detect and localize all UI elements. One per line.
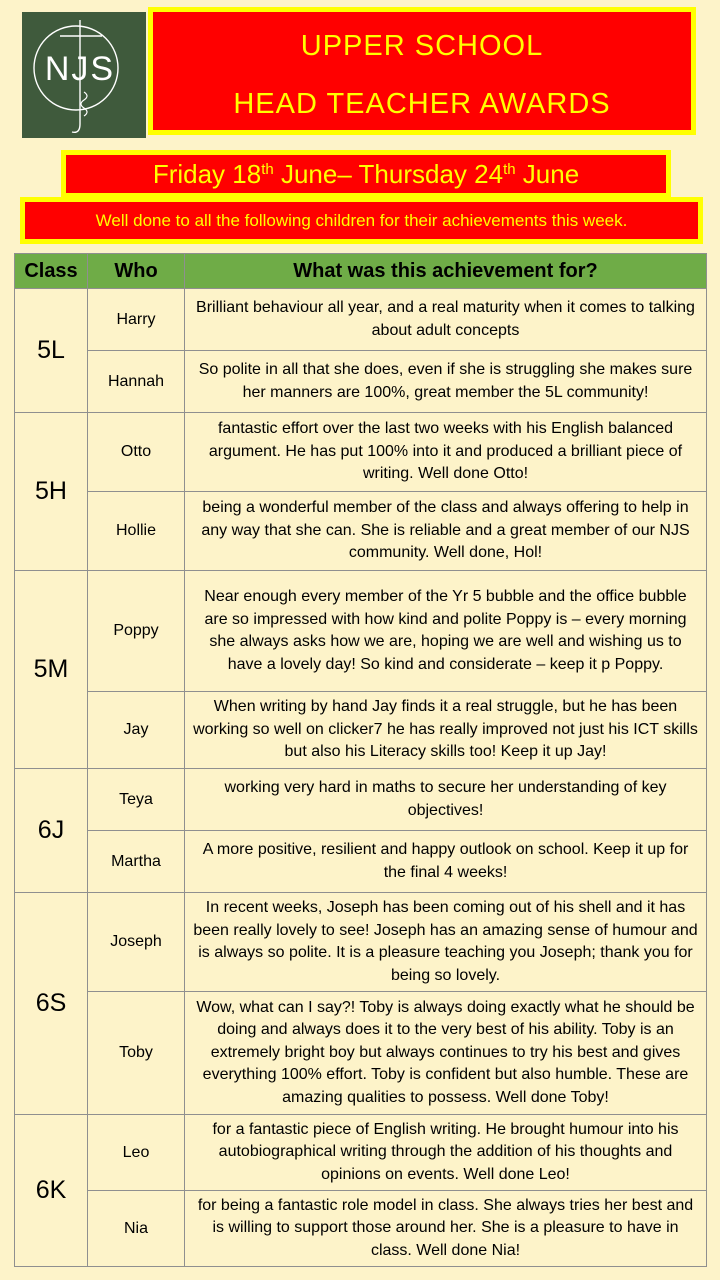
achievement-text: for a fantastic piece of English writing. He brought humour into his autobiographical writing through the addition of his thoughts and opinions on events. Well done Leo!	[185, 1115, 707, 1191]
achievement-text: working very hard in maths to secure her understanding of key objectives!	[185, 769, 707, 831]
pupil-name: Leo	[88, 1115, 185, 1191]
pupil-name: Joseph	[88, 893, 185, 992]
pupil-name: Harry	[88, 289, 185, 351]
class-cell: 6S	[15, 893, 88, 1115]
pupil-name: Jay	[88, 692, 185, 769]
table-row	[15, 413, 707, 492]
achievement-text: So polite in all that she does, even if she is struggling she makes sure her manners are 100%, great member the 5L community!	[185, 351, 707, 413]
pupil-name: Martha	[88, 831, 185, 893]
pupil-name: Otto	[88, 413, 185, 492]
date-part-3: June	[515, 159, 580, 189]
njs-crest-icon	[22, 12, 146, 138]
achievement-text: Near enough every member of the Yr 5 bubble and the office bubble are so impressed with how kind and polite Poppy is – every morning she always asks how we are, hoping we are well and wishing us to have a lovely day! So kind and considerate – keep it p Poppy.	[185, 571, 707, 692]
title-line-2: HEAD TEACHER AWARDS	[233, 88, 611, 120]
class-cell: 5L	[15, 289, 88, 413]
achievement-text: Brilliant behaviour all year, and a real maturity when it comes to talking about adult concepts	[185, 289, 707, 351]
achievement-text: A more positive, resilient and happy outlook on school. Keep it up for the final 4 weeks!	[185, 831, 707, 893]
column-header-who: Who	[88, 254, 185, 289]
table-row	[15, 571, 707, 692]
title-line-1: UPPER SCHOOL	[300, 30, 544, 62]
pupil-name: Nia	[88, 1191, 185, 1267]
pupil-name: Hannah	[88, 351, 185, 413]
achievement-text: When writing by hand Jay finds it a real struggle, but he has been working so well on clicker7 he has really improved not just his ICT skills but also his Literacy skills too! Keep it up Jay!	[185, 692, 707, 769]
date-part-2: June– Thursday 24	[273, 159, 504, 189]
class-cell: 5M	[15, 571, 88, 769]
class-cell: 6K	[15, 1115, 88, 1267]
achievement-text: for being a fantastic role model in class. She always tries her best and is willing to support those around her. She is a pleasure to have in class. Well done Nia!	[185, 1191, 707, 1267]
school-logo	[22, 12, 146, 138]
date-sup-1: th	[261, 161, 274, 178]
class-cell: 6J	[15, 769, 88, 893]
awards-table	[14, 253, 707, 1267]
achievement-text: In recent weeks, Joseph has been coming out of his shell and it has been really lovely to see! Joseph has an amazing sense of humour and is always so polite. It is a pleasure teaching you Joseph; thank you for being so lovely.	[185, 893, 707, 992]
table-header-row	[15, 254, 707, 289]
pupil-name: Poppy	[88, 571, 185, 692]
date-part-1: Friday 18	[152, 159, 262, 189]
table-row	[15, 992, 707, 1115]
logo-text: NJS	[44, 50, 116, 88]
date-sup-2: th	[503, 161, 516, 178]
table-row	[15, 351, 707, 413]
column-header-achievement: What was this achievement for?	[185, 254, 707, 289]
table-row	[15, 692, 707, 769]
date-banner	[61, 150, 671, 198]
table-row	[15, 1115, 707, 1191]
achievement-text: being a wonderful member of the class and always offering to help in any way that she can. She is reliable and a great member of our NJS community. Well done, Hol!	[185, 492, 707, 571]
well-done-banner: Well done to all the following children for their achievements this week.	[20, 197, 703, 244]
pupil-name: Toby	[88, 992, 185, 1115]
table-row	[15, 492, 707, 571]
column-header-class: Class	[15, 254, 88, 289]
table-row	[15, 893, 707, 992]
table-row	[15, 1191, 707, 1267]
pupil-name: Hollie	[88, 492, 185, 571]
table-row	[15, 769, 707, 831]
table-row	[15, 289, 707, 351]
class-cell: 5H	[15, 413, 88, 571]
title-banner	[148, 7, 696, 135]
achievement-text: Wow, what can I say?! Toby is always doing exactly what he should be doing and always does it to the very best of his ability. Toby is an extremely bright boy but always continues to try his best and gives everything 100% effort. Toby is confident but also humble. These are amazing qualities to possess. Well done Toby!	[185, 992, 707, 1115]
achievement-text: fantastic effort over the last two weeks with his English balanced argument. He has put 100% into it and produced a brilliant piece of writing. Well done Otto!	[185, 413, 707, 492]
table-row	[15, 831, 707, 893]
pupil-name: Teya	[88, 769, 185, 831]
